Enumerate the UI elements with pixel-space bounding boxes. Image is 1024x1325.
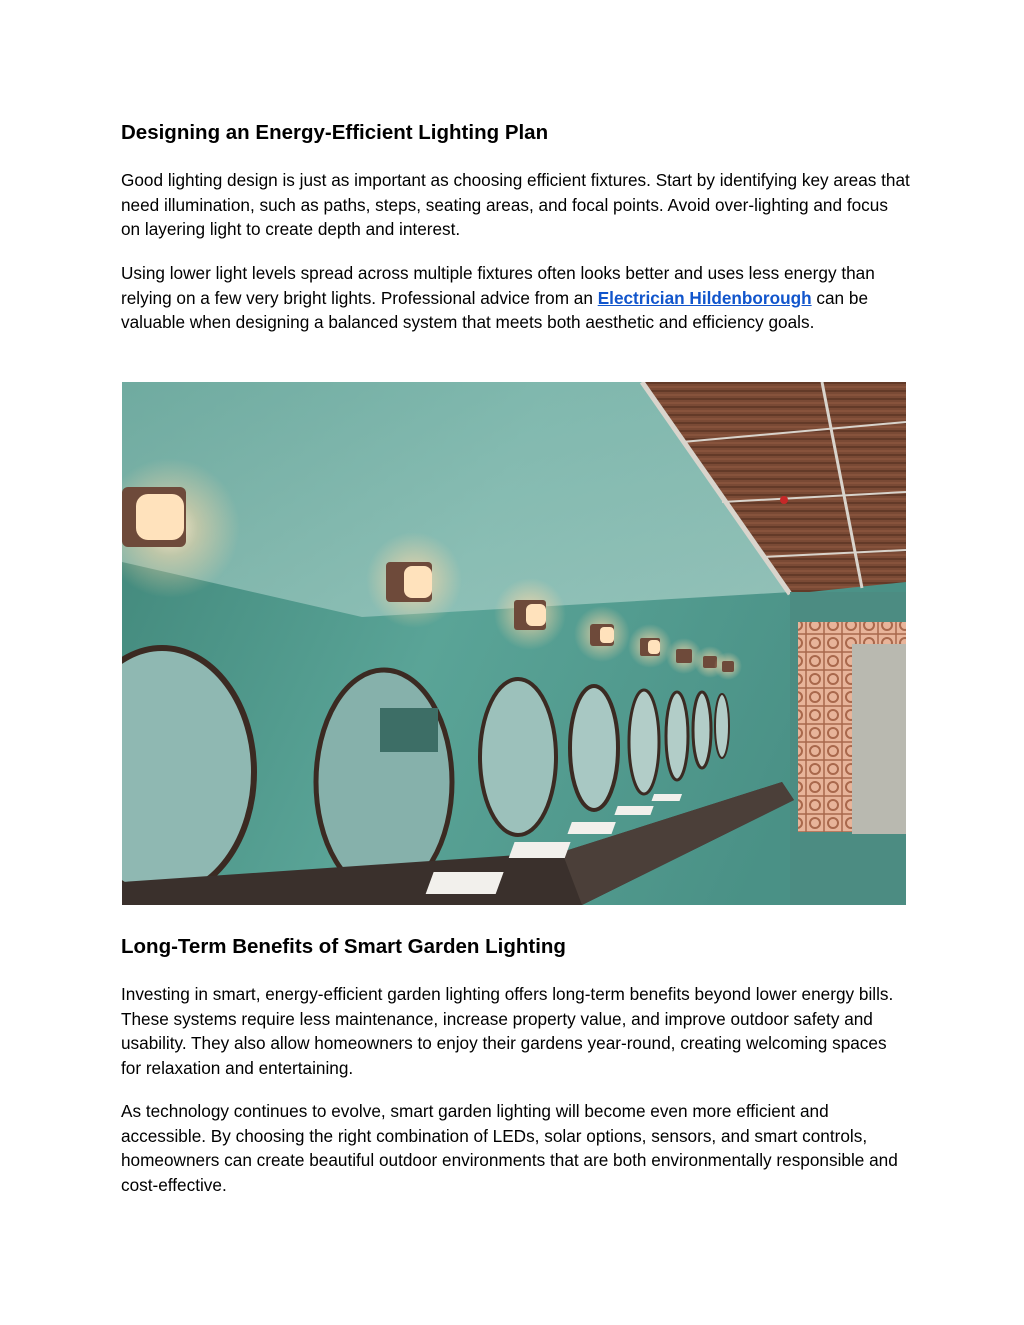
- washroom-mirrors-photo: [122, 382, 906, 905]
- section-heading-lighting-plan: Designing an Energy-Efficient Lighting Plan: [121, 121, 549, 144]
- paragraph-text-before-link: Using lower light levels spread across multiple fixtures often looks better and uses less energy than relying on a few very bright lights. Professional advice from an: [121, 263, 875, 308]
- photo-illustration: [122, 382, 906, 905]
- paragraph-technology-evolution: As technology continues to evolve, smart garden lighting will become even more efficient and accessible. By choosing the right combination of LEDs, solar options, sensors, and smart controls, homeowners can create beautiful outdoor environments that are both environmentally responsible and cost-effective.: [121, 1101, 898, 1195]
- paragraph-lighting-design: Good lighting design is just as important as choosing efficient fixtures. Start by identifying key areas that need illumination, such as paths, steps, seating areas, and focal points. Avoid over-lighting and focus on layering light to create depth and interest.: [121, 170, 910, 239]
- paragraph-light-levels: [121, 261, 911, 335]
- electrician-hildenborough-link[interactable]: Electrician Hildenborough: [597, 287, 812, 308]
- paragraph-smart-lighting-benefits: Investing in smart, energy-efficient garden lighting offers long-term benefits beyond lower energy bills. These systems require less maintenance, increase property value, and improve outdoor safety and usability. They also allow homeowners to enjoy their gardens year-round, creating welcoming spaces for relaxation and entertaining.: [121, 984, 894, 1078]
- section-heading-long-term-benefits: Long-Term Benefits of Smart Garden Lighting: [121, 935, 566, 958]
- paragraph-text-after-link: can be valuable when designing a balanced system that meets both aesthetic and efficiency goals.: [121, 287, 869, 332]
